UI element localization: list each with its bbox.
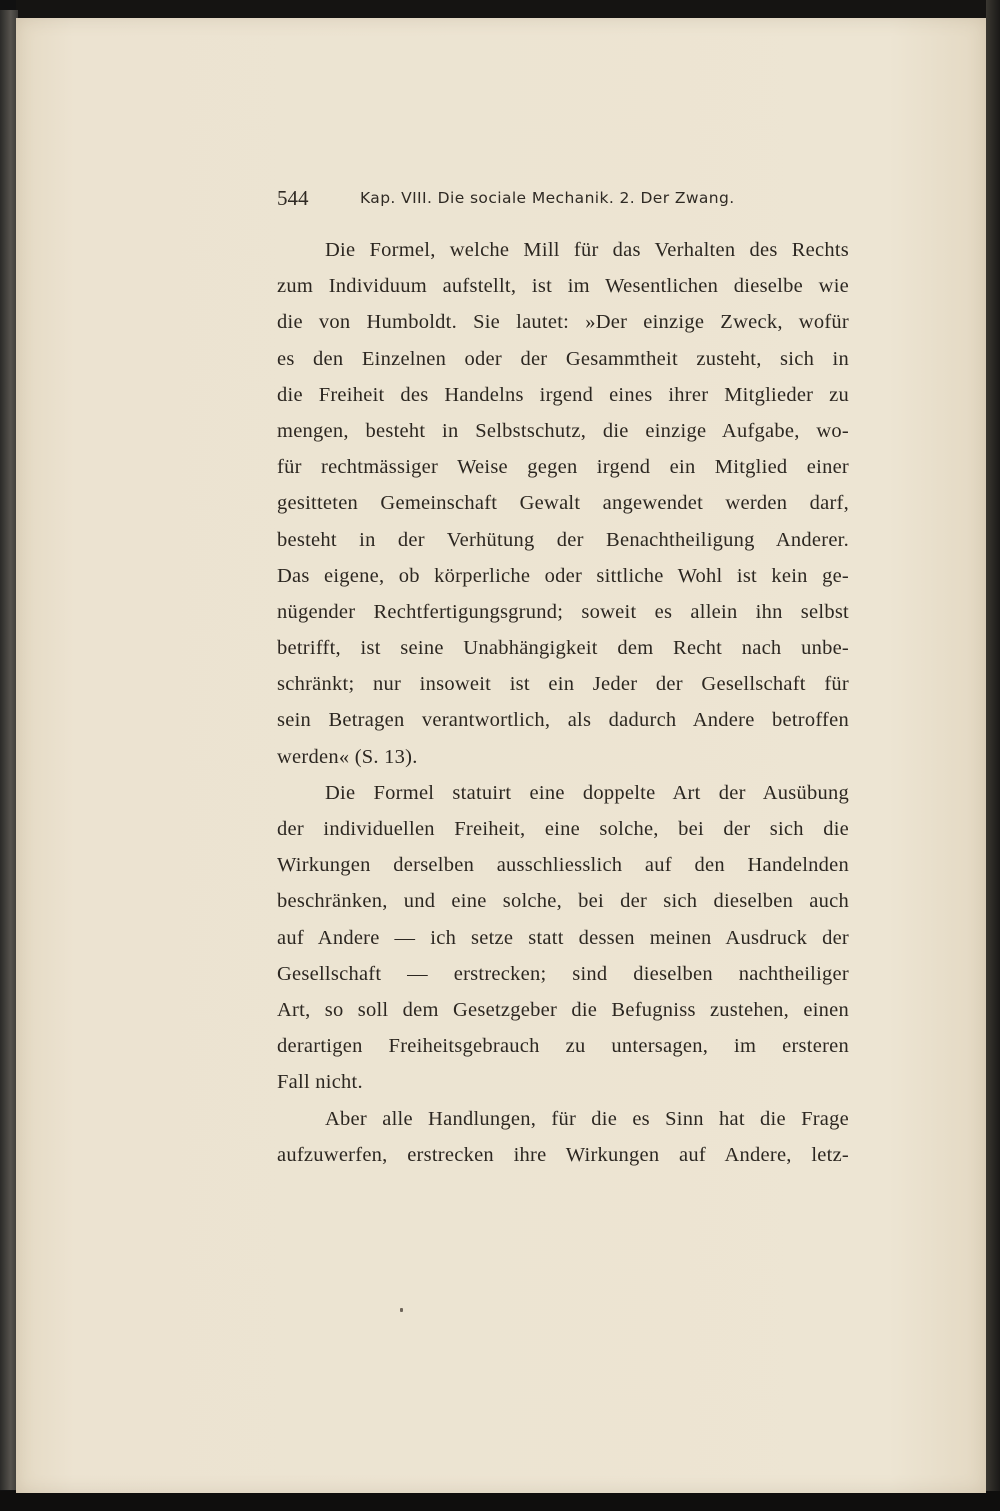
text-line: Fall nicht.: [277, 1071, 363, 1094]
text-line: zum Individuum aufstellt, ist im Wesentlichen dieselbe wie: [277, 275, 849, 298]
text-line: betrifft, ist seine Unabhängigkeit dem Recht nach unbe-: [277, 637, 849, 660]
running-head: Kap. VIII. Die sociale Mechanik. 2. Der Zwang.: [360, 189, 735, 207]
text-line: werden« (S. 13).: [277, 745, 418, 768]
text-line: mengen, besteht in Selbstschutz, die einzige Aufgabe, wo-: [277, 419, 849, 442]
text-line: Die Formel, welche Mill für das Verhalten des Rechts: [325, 239, 849, 261]
text-line: es den Einzelnen oder der Gesammtheit zusteht, sich in: [277, 347, 849, 370]
scan-top-border: [16, 0, 1000, 20]
text-line: Art, so soll dem Gesetzgeber die Befugniss zustehen, einen: [277, 998, 849, 1021]
text-line: Aber alle Handlungen, für die es Sinn hat die Frage: [325, 1107, 849, 1130]
text-line: besteht in der Verhütung der Benachtheiligung Anderer.: [277, 528, 849, 551]
paper-speck: [400, 1308, 403, 1312]
text-line: schränkt; nur insoweit ist ein Jeder der Gesellschaft für: [277, 673, 849, 696]
text-line: aufzuwerfen, erstrecken ihre Wirkungen auf Andere, letz-: [277, 1143, 849, 1166]
text-line: Wirkungen derselben ausschliesslich auf den Handelnden: [277, 854, 849, 877]
text-line: gesitteten Gemeinschaft Gewalt angewendet werden darf,: [277, 492, 849, 515]
text-line: sein Betragen verantwortlich, als dadurch Andere betroffen: [277, 709, 849, 732]
text-line: Das eigene, ob körperliche oder sittliche Wohl ist kein ge-: [277, 564, 849, 587]
text-line: beschränken, und eine solche, bei der sich dieselben auch: [277, 890, 849, 913]
text-line: die Freiheit des Handelns irgend eines ihrer Mitglieder zu: [277, 383, 849, 406]
text-line: der individuellen Freiheit, eine solche, bei der sich die: [277, 818, 849, 840]
text-line: die von Humboldt. Sie lautet: »Der einzige Zweck, wofür: [277, 311, 849, 334]
page-header: [277, 186, 857, 216]
body-text: [277, 232, 849, 1173]
text-line: Die Formel statuirt eine doppelte Art der Ausübung: [325, 781, 849, 804]
text-line: auf Andere — ich setze statt dessen meinen Ausdruck der: [277, 926, 849, 949]
text-line: Gesellschaft — erstrecken; sind dieselben nachtheiliger: [277, 962, 849, 985]
text-line: derartigen Freiheitsgebrauch zu untersagen, im ersteren: [277, 1035, 849, 1058]
text-line: nügender Rechtfertigungsgrund; soweit es allein ihn selbst: [277, 600, 849, 623]
text-line: für rechtmässiger Weise gegen irgend ein Mitglied einer: [277, 456, 849, 479]
page-number: 544: [277, 186, 309, 210]
scan-bottom-border: [0, 1491, 1000, 1511]
scan-right-border: [986, 0, 1000, 1511]
